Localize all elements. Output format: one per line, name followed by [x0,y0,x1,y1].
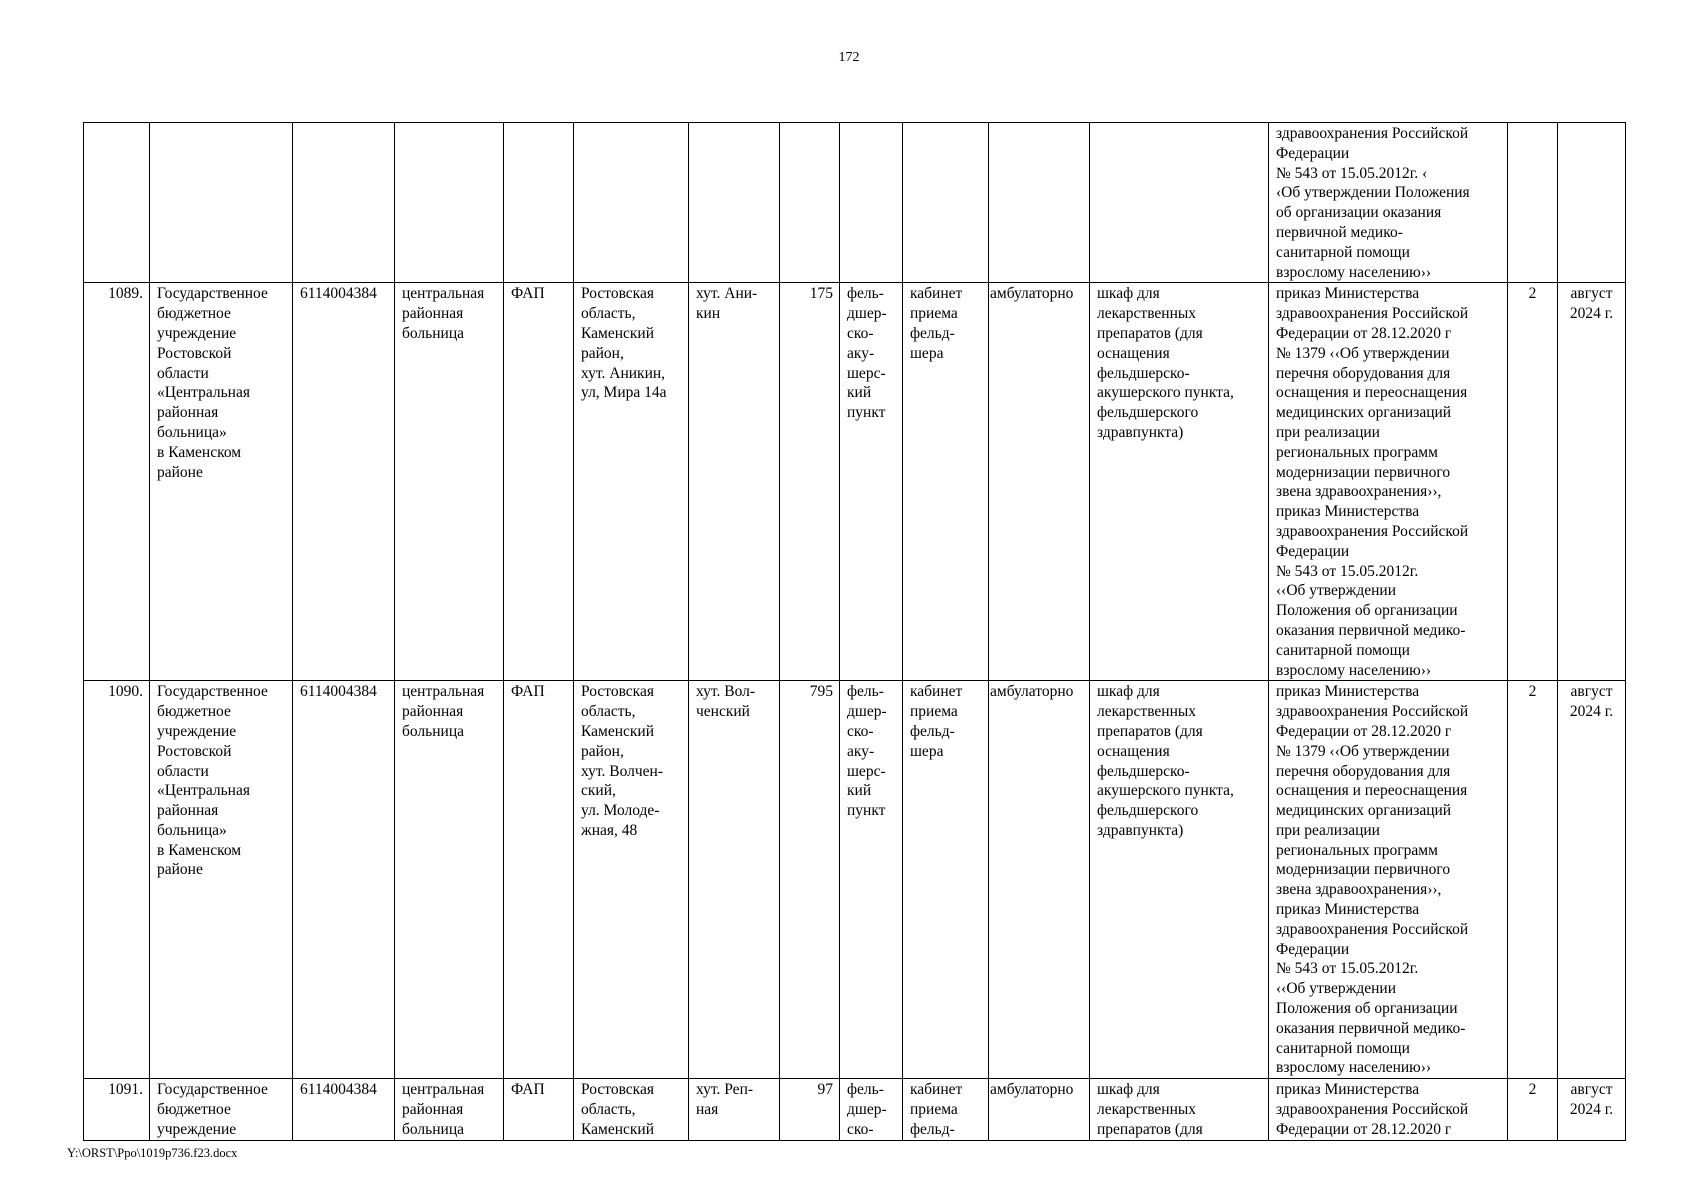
cell-qty [1508,123,1558,283]
cell-num [84,123,150,283]
cell-address [574,123,689,283]
cell-type [395,123,504,283]
cell-room: кабинет приема фельд- [903,1079,989,1140]
cell-population: 175 [780,283,840,681]
equipment-table [83,122,1626,1141]
cell-equipment [1090,123,1269,283]
cell-facility [840,123,903,283]
cell-facility: фель- дшер- ско- [840,1079,903,1140]
cell-facility: фель- дшер- ско- аку- шерс- кий пункт [840,681,903,1079]
cell-type: центральная районная больница [395,283,504,681]
cell-qty: 2 [1508,681,1558,1079]
cell-date: август 2024 г. [1558,283,1626,681]
cell-room: кабинет приема фельд- шера [903,283,989,681]
cell-locality: хут. Ани- кин [689,283,780,681]
cell-address: Ростовская область, Каменский район, хут. Аникин, ул, Мира 14а [574,283,689,681]
table-row [84,283,1626,681]
cell-num: 1090. [84,681,150,1079]
cell-equipment: шкаф для лекарственных препаратов (для оснащения фельдшерско- акушерского пункта, фельдшерского здравпункта) [1090,283,1269,681]
cell-unit: ФАП [504,283,574,681]
cell-locality: хут. Реп- ная [689,1079,780,1140]
cell-address: Ростовская область, Каменский [574,1079,689,1140]
cell-normative: приказ Министерства здравоохранения Российской Федерации от 28.12.2020 г [1269,1079,1508,1140]
cell-org [150,123,293,283]
cell-inn: 6114004384 [293,1079,395,1140]
cell-qty: 2 [1508,1079,1558,1140]
cell-equipment: шкаф для лекарственных препаратов (для оснащения фельдшерско- акушерского пункта, фельдшерского здравпункта) [1090,681,1269,1079]
cell-qty: 2 [1508,283,1558,681]
cell-date [1558,123,1626,283]
table-row-continued [84,123,1626,283]
cell-unit: ФАП [504,1079,574,1140]
cell-locality [689,123,780,283]
cell-inn: 6114004384 [293,681,395,1079]
cell-inn [293,123,395,283]
cell-room: кабинет приема фельд- шера [903,681,989,1079]
cell-org: Государственное бюджетное учреждение Ростовской области «Центральная районная больница» в Каменском районе [150,681,293,1079]
cell-unit [504,123,574,283]
cell-num: 1091. [84,1079,150,1140]
cell-normative: приказ Министерства здравоохранения Российской Федерации от 28.12.2020 г № 1379 ‹‹Об утверждении перечня оборудования для оснащения и переоснащения медицинских организаций при реализации региональных программ модернизации первичного звена здравоохранения››, приказ Министерства здравоохранения Российской Федерации № 543 от 15.05.2012г. ‹‹Об утверждении Положения об организации оказания первичной медико- санитарной помощи взрослому населению›› [1269,681,1508,1079]
cell-room [903,123,989,283]
cell-date: август 2024 г. [1558,681,1626,1079]
table-row [84,1079,1626,1140]
cell-normative: приказ Министерства здравоохранения Российской Федерации от 28.12.2020 г № 1379 ‹‹Об утверждении перечня оборудования для оснащения и переоснащения медицинских организаций при реализации региональных программ модернизации первичного звена здравоохранения››, приказ Министерства здравоохранения Российской Федерации № 543 от 15.05.2012г. ‹‹Об утверждении Положения об организации оказания первичной медико- санитарной помощи взрослому населению›› [1269,283,1508,681]
cell-address: Ростовская область, Каменский район, хут. Волчен- ский, ул. Молоде- жная, 48 [574,681,689,1079]
cell-inn: 6114004384 [293,283,395,681]
cell-care [989,123,1090,283]
cell-population [780,123,840,283]
cell-population: 795 [780,681,840,1079]
cell-date: август 2024 г. [1558,1079,1626,1140]
cell-normative: здравоохранения Российской Федерации № 543 от 15.05.2012г. ‹ ‹Об утверждении Положения об организации оказания первичной медико- санитарной помощи взрослому населению›› [1269,123,1508,283]
cell-type: центральная районная больница [395,681,504,1079]
table-row [84,681,1626,1079]
cell-population: 97 [780,1079,840,1140]
cell-care: амбулаторно [989,681,1090,1079]
cell-locality: хут. Вол- ченский [689,681,780,1079]
cell-facility: фель- дшер- ско- аку- шерс- кий пункт [840,283,903,681]
cell-care: амбулаторно [989,283,1090,681]
cell-care: амбулаторно [989,1079,1090,1140]
cell-org: Государственное бюджетное учреждение Ростовской области «Центральная районная больница» в Каменском районе [150,283,293,681]
cell-type: центральная районная больница [395,1079,504,1140]
footer-file-path: Y:\ORST\Ppo\1019p736.f23.docx [67,1146,238,1160]
cell-unit: ФАП [504,681,574,1079]
cell-num: 1089. [84,283,150,681]
cell-equipment: шкаф для лекарственных препаратов (для [1090,1079,1269,1140]
cell-org: Государственное бюджетное учреждение [150,1079,293,1140]
page-number: 172 [838,50,860,65]
